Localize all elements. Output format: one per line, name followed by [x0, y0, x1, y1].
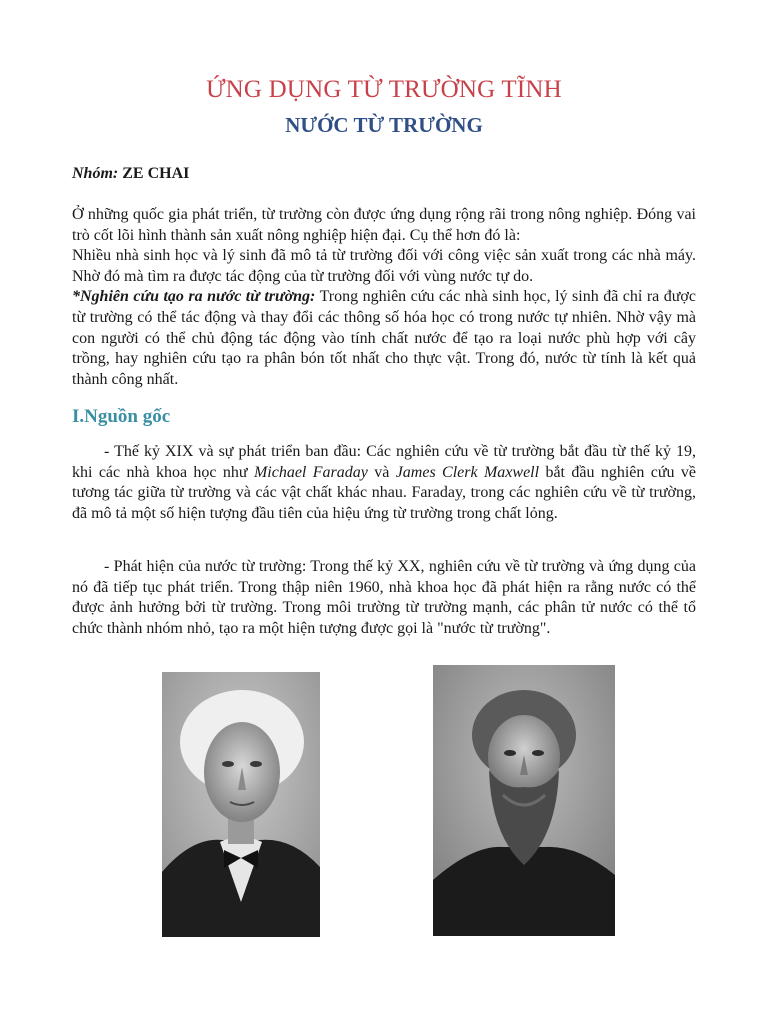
intro-text-c: Trong nghiên cứu các nhà sinh học, lý sinh đã chỉ ra được từ trường có thể tác động và thay đổi các thông số hóa học có trong nước tự nhiên. Nhờ vậy mà con người có thể chủ động tác động vào tính chất nước để tạo ra loại nước phù hợp với cây trồng, hay nghiên cứu tạo ra phân bón tốt nhất cho thực vật. Trong đó, nước từ tính là kết quả thành công nhất. — [72, 288, 696, 388]
portrait-maxwell-illustration — [433, 665, 615, 936]
origin-paragraph-2: - Phát hiện của nước từ trường: Trong thế kỷ XX, nghiên cứu về từ trường và ứng dụng của nó đã tiếp tục phát triển. Trong thập niên 1960, nhà khoa học đã phát hiện ra rằng nước có thể được ảnh hưởng bởi từ trường. Trong môi trường từ trường mạnh, các phân tử nước có thể tổ chức thành nhóm nhỏ, tạo ra một hiện tượng được gọi là "nước từ trường". — [72, 558, 696, 637]
page-title: ỨNG DỤNG TỪ TRƯỜNG TĨNH — [206, 76, 562, 103]
origin-p1-and: và — [367, 463, 396, 481]
name-maxwell: James Clerk Maxwell — [395, 463, 540, 481]
intro-paragraph — [72, 205, 696, 390]
origin-p1-text-a: - Thế kỷ XIX và sự phát triển ban đầu: Các nghiên cứu về từ trường bắt đầu từ thế kỷ 19, khi các nhà khoa học như — [72, 443, 696, 481]
name-faraday: Michael Faraday — [253, 463, 368, 481]
group-label: Nhóm: — [72, 165, 119, 182]
intro-text-b: Nhiều nhà sinh học và lý sinh đã mô tả từ trường đối với công việc sản xuất trong các nhà máy. Nhờ đó mà tìm ra được tác động của từ trường đối với vùng nước tự do. — [72, 247, 696, 285]
group-line — [72, 165, 189, 183]
group-name: ZE CHAI — [122, 165, 190, 182]
portrait-faraday-illustration — [162, 672, 320, 937]
page-subtitle: NƯỚC TỪ TRƯỜNG — [285, 113, 483, 137]
origin-paragraph-1 — [72, 442, 696, 524]
origin-p1-text-b: bắt đầu nghiên cứu về tương tác giữa từ trường và các vật chất khác nhau. Faraday, trong các nghiên cứu về từ trường, đã mô tả một số hiện tượng đầu tiên của hiệu ứng từ trường trong chất lỏng. — [72, 463, 696, 522]
portrait-photo-faraday — [162, 672, 320, 937]
section-heading-origin: I.Nguồn gốc — [72, 406, 171, 427]
intro-emphasis: *Nghiên cứu tạo ra nước từ trường: — [72, 288, 316, 306]
portrait-photo-maxwell — [433, 665, 615, 936]
intro-text-a: Ở những quốc gia phát triển, từ trường còn được ứng dụng rộng rãi trong nông nghiệp. Đóng vai trò cốt lõi hình thành sản xuất nông nghiệp hiện đại. Cụ thể hơn đó là: — [72, 206, 696, 244]
